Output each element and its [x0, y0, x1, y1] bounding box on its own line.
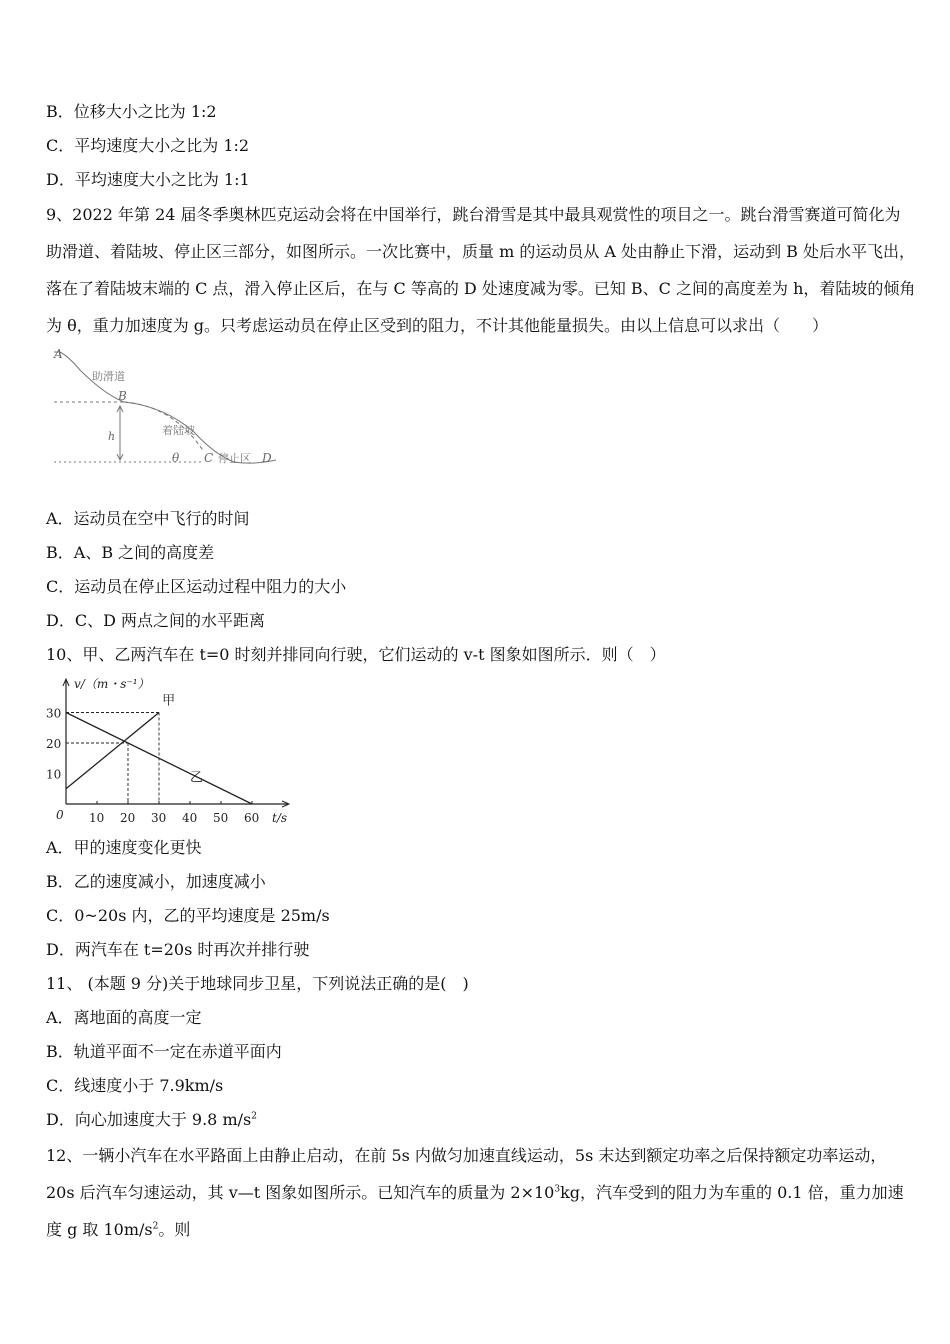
series-line-jia — [66, 713, 159, 789]
q9-option-c: C．运动员在停止区运动过程中阻力的大小 — [46, 577, 347, 596]
q12-line-3b: 。则 — [158, 1220, 191, 1239]
x-tick-label-50: 50 — [213, 811, 229, 825]
ski-jump-figure — [44, 344, 284, 474]
q9-option-a: A．运动员在空中飞行的时间 — [46, 509, 250, 528]
y-tick-label-10: 10 — [46, 767, 62, 782]
q10-option-b: B．乙的速度减小，加速度减小 — [46, 872, 266, 891]
y-tick-label-20: 20 — [46, 737, 62, 751]
q11-option-d — [46, 1110, 257, 1130]
vt-chart — [44, 674, 294, 826]
label-h: h — [108, 430, 116, 443]
landing-slope-curve — [124, 402, 276, 463]
q10-option-c: C．0~20s 内，乙的平均速度是 25m/s — [46, 906, 330, 925]
x-tick-label-60: 60 — [244, 811, 260, 825]
q12-line-2a: 20s 后汽车匀速运动，其 v—t 图象如图所示。已知汽车的质量为 2×10 — [46, 1183, 555, 1202]
q11-option-b: B．轨道平面不一定在赤道平面内 — [46, 1042, 282, 1061]
origin-label: 0 — [56, 808, 64, 822]
q11-option-d-text: D．向心加速度大于 9.8 m/s — [46, 1110, 252, 1129]
x-axis-label: t/s — [272, 811, 288, 825]
q12-line-2 — [46, 1183, 904, 1203]
series-label-yi: 乙 — [190, 770, 204, 786]
q11-option-a: A．离地面的高度一定 — [46, 1008, 202, 1027]
q9-option-b: B．A、B 之间的高度差 — [46, 543, 215, 562]
q11-option-d-sup: 2 — [251, 1111, 257, 1122]
q8-option-d: D．平均速度大小之比为 1:1 — [46, 170, 250, 189]
y-axis-label: v/（m・s⁻¹） — [74, 677, 150, 691]
x-tick-label-30: 30 — [151, 811, 167, 825]
y-tick-label-30: 30 — [46, 706, 62, 721]
q10-option-d: D．两汽车在 t=20s 时再次并排行驶 — [46, 940, 310, 959]
q8-option-b: B．位移大小之比为 1:2 — [46, 102, 217, 121]
label-c: C — [204, 451, 214, 465]
q12-line-3a: 度 g 取 10m/s — [46, 1220, 153, 1239]
x-tick-label-10: 10 — [89, 811, 105, 825]
q8-option-c: C．平均速度大小之比为 1:2 — [46, 136, 250, 155]
label-slide: 助滑道 — [92, 370, 125, 383]
q12-line-3-sup: 2 — [152, 1221, 159, 1232]
label-d: D — [262, 451, 272, 465]
q12-line-2b: kg，汽车受到的阻力为车重的 0.1 倍，重力加速 — [560, 1183, 904, 1202]
q11-stem: 11、 (本题 9 分)关于地球同步卫星，下列说法正确的是( ) — [46, 974, 469, 993]
label-b: B — [118, 389, 127, 403]
label-theta: θ — [172, 451, 180, 465]
q10-stem: 10、甲、乙两汽车在 t=0 时刻并排同向行驶，它们运动的 v-t 图象如图所示．则（ ） — [46, 645, 666, 664]
q12-line-3 — [46, 1220, 190, 1240]
series-label-jia: 甲 — [162, 693, 176, 709]
q12-line-2-sup: 3 — [554, 1184, 561, 1195]
q9-stem: 9、2022 年第 24 届冬季奥林匹克运动会将在中国举行，跳台滑雪是其中最具观赏性的项目之一。跳台滑雪赛道可简化为助滑道、着陆坡、停止区三部分，如图所示。一次比赛中，质量 m 的运动员从 A 处由静止下滑，运动到 B 处后水平飞出，落在了着陆坡末端的 C 点，滑入停止区后，在与 C 等高的 D 处速度减为零。已知 B、C 之间的高度差为 h，着陆坡的倾角为 θ，重力加速度为 g。只考虑运动员在停止区受到的阻力，不计其他能量损失。由以上信息可以求出（ ） — [46, 205, 916, 335]
label-a: A — [54, 347, 63, 361]
q11-option-c: C．线速度小于 7.9km/s — [46, 1076, 224, 1095]
x-tick-label-40: 40 — [182, 811, 198, 825]
label-landing: 着陆坡 — [162, 424, 195, 437]
x-tick-label-20: 20 — [120, 811, 136, 825]
q10-option-a: A．甲的速度变化更快 — [46, 838, 202, 857]
label-stop: 停止区 — [218, 452, 251, 465]
q9-option-d: D．C、D 两点之间的水平距离 — [46, 611, 265, 630]
q12-line-1: 12、一辆小汽车在水平路面上由静止启动，在前 5s 内做匀加速直线运动，5s 末达到额定功率之后保持额定功率运动， — [46, 1146, 887, 1165]
